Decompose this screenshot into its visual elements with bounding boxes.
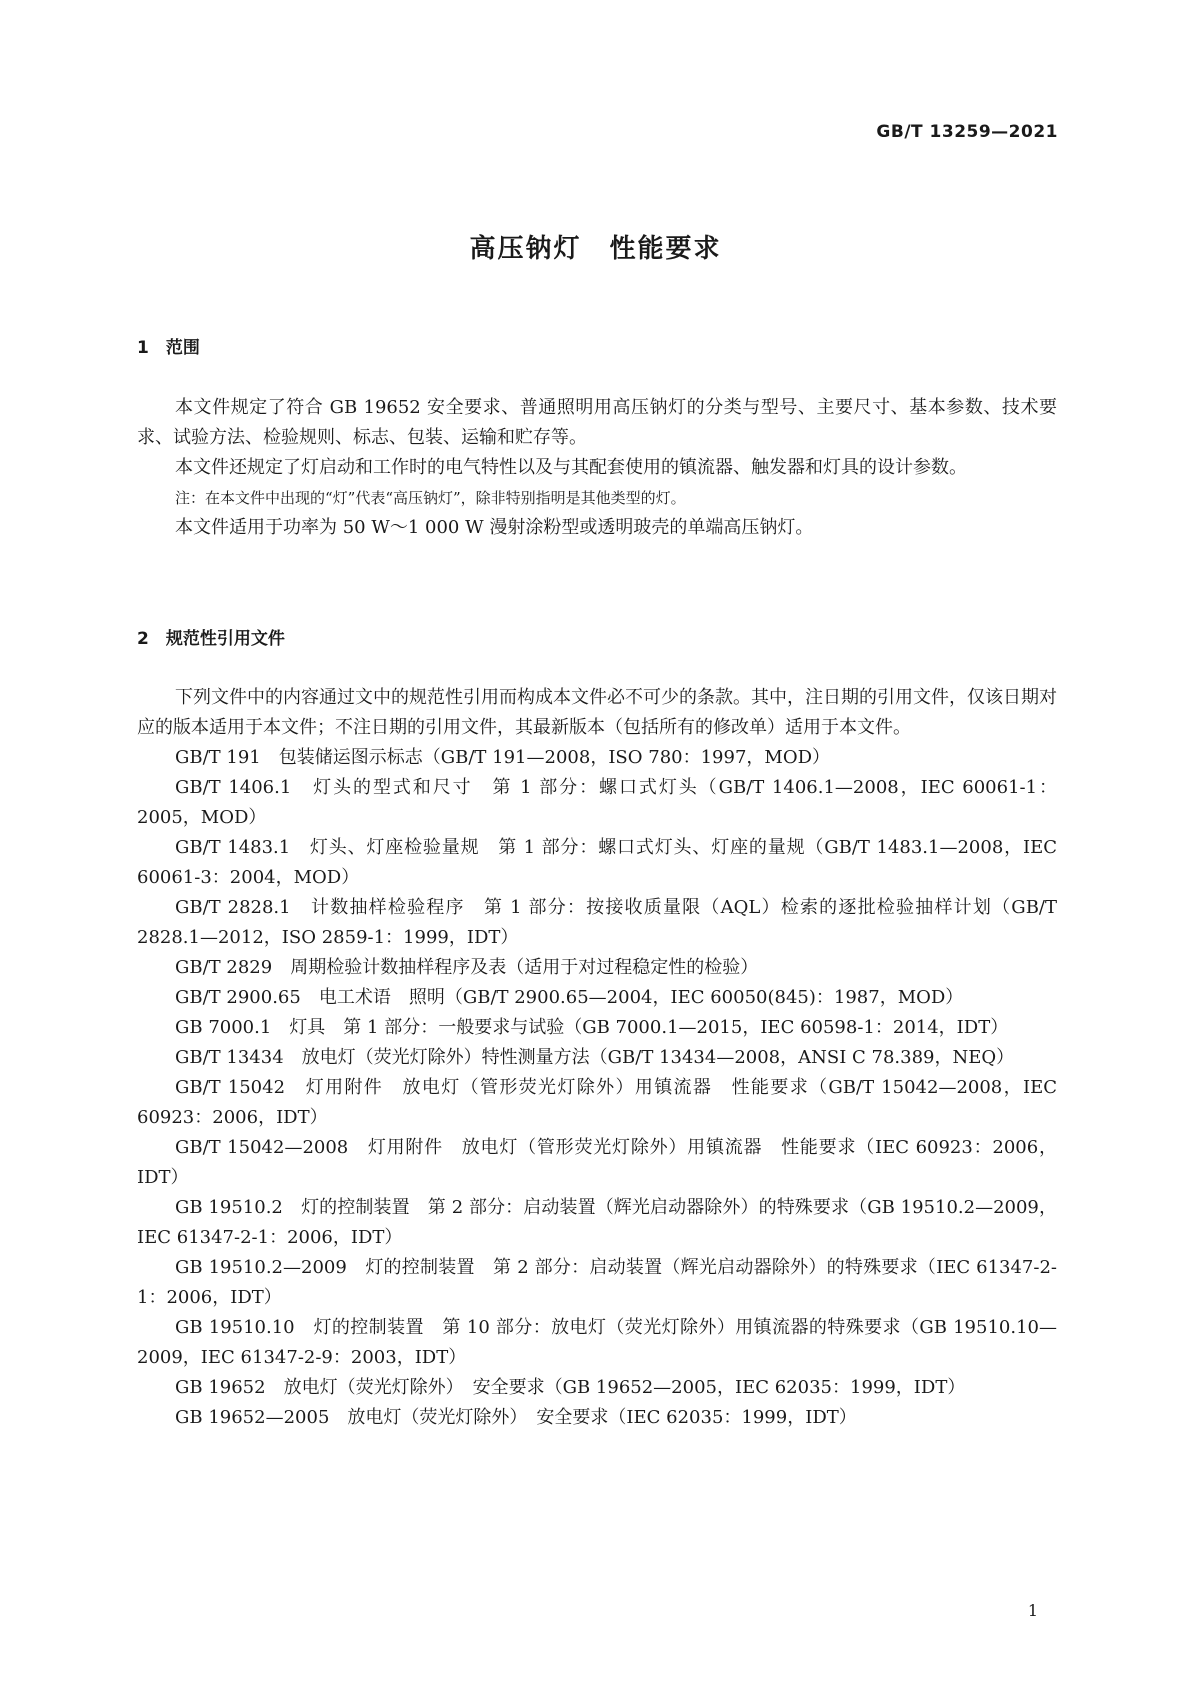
reference-item: GB/T 191 包装储运图示标志（GB/T 191—2008，ISO 780：1997，MOD） xyxy=(175,747,831,768)
document-title: 高压钠灯 性能要求 xyxy=(469,234,722,264)
reference-item: GB/T 15042 灯用附件 放电灯（管形荧光灯除外）用镇流器 性能要求（GB/T 15042—2008，IEC 60923：2006，IDT） xyxy=(137,1077,1057,1128)
section-scope-body xyxy=(137,393,1057,543)
reference-item: GB/T 2900.65 电工术语 照明（GB/T 2900.65—2004，IEC 60050(845)：1987，MOD） xyxy=(175,987,964,1008)
reference-item: GB/T 2829 周期检验计数抽样程序及表（适用于对过程稳定性的检验） xyxy=(175,957,759,978)
standard-code: GB/T 13259—2021 xyxy=(876,122,1058,142)
reference-item: GB 19510.10 灯的控制装置 第 10 部分：放电灯（荧光灯除外）用镇流器的特殊要求（GB 19510.10—2009，IEC 61347-2-9：2003，IDT） xyxy=(137,1317,1057,1368)
page-number: 1 xyxy=(1027,1601,1038,1620)
reference-item: GB/T 1483.1 灯头、灯座检验量规 第 1 部分：螺口式灯头、灯座的量规（GB/T 1483.1—2008，IEC 60061-3：2004，MOD） xyxy=(137,837,1057,888)
references-intro: 下列文件中的内容通过文中的规范性引用而构成本文件必不可少的条款。其中，注日期的引用文件，仅该日期对应的版本适用于本文件；不注日期的引用文件，其最新版本（包括所有的修改单）适用于本文件。 xyxy=(137,687,1057,738)
reference-item: GB/T 13434 放电灯（荧光灯除外）特性测量方法（GB/T 13434—2008，ANSI C 78.389，NEQ） xyxy=(175,1047,1015,1068)
reference-item: GB/T 15042—2008 灯用附件 放电灯（管形荧光灯除外）用镇流器 性能要求（IEC 60923：2006，IDT） xyxy=(137,1137,1057,1188)
reference-item: GB 19510.2 灯的控制装置 第 2 部分：启动装置（辉光启动器除外）的特殊要求（GB 19510.2—2009，IEC 61347-2-1：2006，IDT） xyxy=(137,1197,1057,1248)
scope-applicability: 本文件适用于功率为 50 W～1 000 W 漫射涂粉型或透明玻壳的单端高压钠灯。 xyxy=(175,517,814,538)
scope-paragraph: 本文件还规定了灯启动和工作时的电气特性以及与其配套使用的镇流器、触发器和灯具的设计参数。 xyxy=(175,457,967,478)
scope-paragraph: 本文件规定了符合 GB 19652 安全要求、普通照明用高压钠灯的分类与型号、主要尺寸、基本参数、技术要求、试验方法、检验规则、标志、包装、运输和贮存等。 xyxy=(137,397,1057,448)
section-references-body xyxy=(137,683,1057,1433)
reference-item: GB/T 1406.1 灯头的型式和尺寸 第 1 部分：螺口式灯头（GB/T 1406.1—2008，IEC 60061-1：2005，MOD） xyxy=(137,777,1057,828)
scope-note: 注：在本文件中出现的“灯”代表“高压钠灯”，除非特别指明是其他类型的灯。 xyxy=(175,489,686,507)
reference-item: GB 19652—2005 放电灯（荧光灯除外） 安全要求（IEC 62035：1999，IDT） xyxy=(175,1407,857,1428)
reference-item: GB 19510.2—2009 灯的控制装置 第 2 部分：启动装置（辉光启动器除外）的特殊要求（IEC 61347-2-1：2006，IDT） xyxy=(137,1257,1057,1308)
reference-item: GB 19652 放电灯（荧光灯除外） 安全要求（GB 19652—2005，IEC 62035：1999，IDT） xyxy=(175,1377,966,1398)
reference-item: GB/T 2828.1 计数抽样检验程序 第 1 部分：按接收质量限（AQL）检索的逐批检验抽样计划（GB/T 2828.1—2012，ISO 2859-1：1999，IDT） xyxy=(137,897,1057,948)
section-heading-normative-references: 2 规范性引用文件 xyxy=(137,629,285,649)
section-heading-scope: 1 范围 xyxy=(137,338,200,358)
reference-item: GB 7000.1 灯具 第 1 部分：一般要求与试验（GB 7000.1—2015，IEC 60598-1：2014，IDT） xyxy=(175,1017,1009,1038)
